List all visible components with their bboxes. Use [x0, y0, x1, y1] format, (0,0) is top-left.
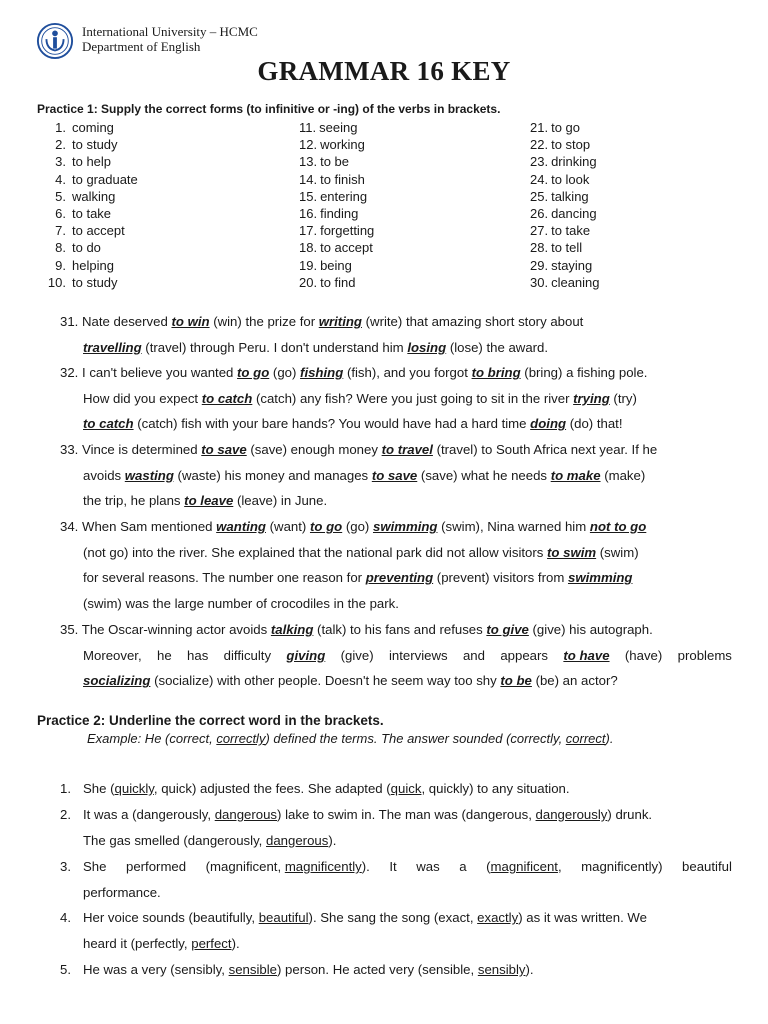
- department-name: Department of English: [82, 39, 201, 54]
- item-answer: to help: [72, 154, 112, 170]
- answer-list-item: [530, 239, 760, 256]
- item-answer: to graduate: [72, 171, 138, 187]
- item-answer: to find: [320, 274, 356, 290]
- answer-list-item: [44, 274, 274, 291]
- item-number: 20.: [299, 274, 318, 290]
- item-number: 26.: [530, 205, 549, 221]
- item-answer: staying: [551, 257, 593, 273]
- answer: sensible: [228, 962, 277, 977]
- item-number: 29.: [530, 257, 549, 273]
- item-number: 18.: [299, 240, 318, 256]
- answer: swimming: [567, 570, 633, 586]
- answer: quick: [390, 781, 422, 796]
- answer-column-2: [299, 119, 529, 291]
- exercise-line: 2. It was a (dangerously, dangerous) lake to swim in. The man was (dangerous, dangerously) drunk.: [60, 807, 653, 822]
- item-number: 5.: [55, 188, 66, 204]
- answer: wanting: [216, 519, 266, 534]
- answer-list-item: [299, 257, 529, 274]
- item-answer: to take: [551, 223, 591, 239]
- item-number: 15.: [299, 188, 318, 204]
- answer: dangerous: [266, 832, 329, 848]
- answer-list-item: [530, 257, 760, 274]
- answer: to catch: [201, 390, 253, 406]
- answer: exactly: [477, 910, 519, 925]
- header-institution: [82, 24, 258, 54]
- answer: to save: [371, 467, 418, 483]
- answer: to give: [486, 622, 529, 637]
- item-answer: helping: [72, 257, 114, 273]
- answer: to swim: [547, 544, 597, 560]
- answer: talking: [270, 622, 314, 637]
- item-answer: to stop: [551, 137, 591, 153]
- answer: losing: [407, 339, 447, 355]
- answer: not to go: [589, 519, 647, 534]
- answer: writing: [318, 314, 362, 329]
- exercise-35: [60, 617, 732, 694]
- exercise-line: heard it (perfectly, perfect).: [83, 935, 240, 951]
- exercise-line: How did you expect to catch (catch) any fish? Were you just going to sit in the river trying (try): [83, 390, 637, 406]
- exercise-line: avoids wasting (waste) his money and manages to save (save) what he needs to make (make): [83, 467, 646, 483]
- item-answer: to take: [72, 205, 112, 221]
- practice2-item-2: [60, 802, 732, 854]
- answer-list-item: [44, 222, 274, 239]
- answer: to bring: [471, 365, 521, 380]
- answer-list-item: [44, 119, 274, 136]
- item-answer: to tell: [551, 240, 583, 256]
- item-number: 1.: [55, 120, 66, 135]
- answer-list-item: [299, 171, 529, 188]
- item-number: 3.: [55, 154, 66, 170]
- exercise-line: 3. She performed (magnificent, magnificently). It was a (magnificent, magnificently) beautiful: [60, 859, 732, 874]
- item-answer: entering: [320, 188, 368, 204]
- answer: to win: [171, 314, 210, 329]
- exercise-line: 31. Nate deserved to win (win) the prize for writing (write) that amazing short story about: [60, 314, 584, 329]
- exercise-line: for several reasons. The number one reason for preventing (prevent) visitors from swimming: [83, 570, 633, 586]
- answer: dangerously: [535, 807, 608, 822]
- answer-list-item: [299, 153, 529, 170]
- answer: fishing: [300, 365, 344, 380]
- answer-list-item: [299, 205, 529, 222]
- answer-list-item: [530, 119, 760, 136]
- answer: to save: [201, 442, 247, 457]
- answer: to be: [500, 673, 532, 689]
- item-answer: to be: [320, 154, 349, 170]
- exercise-line: 4. Her voice sounds (beautifully, beautiful). She sang the song (exact, exactly) as it was written. We: [60, 910, 647, 925]
- item-answer: to study: [72, 274, 118, 290]
- exercise-line: 5. He was a very (sensibly, sensible) person. He acted very (sensible, sensibly).: [60, 962, 534, 977]
- exercise-line: (swim) was the large number of crocodiles in the park.: [83, 596, 399, 612]
- item-number: 6.: [55, 205, 66, 221]
- item-answer: finding: [320, 205, 359, 221]
- item-answer: working: [320, 137, 365, 153]
- answer-list-item: [44, 205, 274, 222]
- item-answer: to accept: [320, 240, 373, 256]
- answer-list-item: [530, 205, 760, 222]
- item-answer: to look: [551, 171, 590, 187]
- item-answer: talking: [551, 188, 589, 204]
- answer: swimming: [372, 519, 438, 534]
- exercise-line: travelling (travel) through Peru. I don't understand him losing (lose) the award.: [83, 339, 549, 355]
- exercise-line: Moreover, he has difficulty giving (give) interviews and appears to have (have) problems: [60, 643, 732, 669]
- answer-list-item: [44, 239, 274, 256]
- exercise-31: [60, 309, 732, 360]
- item-number: 14.: [299, 171, 318, 187]
- item-number: 4.: [55, 171, 66, 187]
- item-answer: dancing: [551, 205, 597, 221]
- answer-list-item: [299, 136, 529, 153]
- exercise-line: (not go) into the river. She explained that the national park did not allow visitors to swim (swim): [83, 544, 639, 560]
- item-answer: to go: [551, 120, 580, 135]
- exercise-34: [60, 514, 732, 617]
- exercise-line: 33. Vince is determined to save (save) enough money to travel (travel) to South Africa next year. If he: [60, 442, 658, 457]
- answer-list-item: [44, 136, 274, 153]
- item-number: 9.: [55, 257, 66, 273]
- exercise-line: 34. When Sam mentioned wanting (want) to go (go) swimming (swim), Nina warned him not to go: [60, 519, 647, 534]
- answer: to catch: [83, 416, 134, 432]
- exercise-line: to catch (catch) fish with your bare hands? You would have had a hard time doing (do) that!: [83, 416, 623, 432]
- item-answer: to do: [72, 240, 101, 256]
- item-answer: to study: [72, 137, 118, 153]
- answer-list-item: [44, 257, 274, 274]
- university-logo-icon: [36, 22, 74, 60]
- practice2-example: Example: He (correct, correctly) defined the terms. The answer sounded (correctly, correct).: [87, 731, 614, 746]
- answer-list-item: [299, 239, 529, 256]
- item-number: 25.: [530, 188, 549, 204]
- answer: wasting: [124, 467, 174, 483]
- answer: preventing: [365, 570, 434, 586]
- answer-list-item: [530, 274, 760, 291]
- exercise-line: performance.: [83, 884, 161, 900]
- answer: to have: [563, 647, 610, 663]
- item-number: 16.: [299, 205, 318, 221]
- answer: quickly: [114, 781, 154, 796]
- practice1-heading: Practice 1: Supply the correct forms (to infinitive or -ing) of the verbs in brackets.: [37, 102, 501, 116]
- answer-list-item: [299, 274, 529, 291]
- answer-list-item: [530, 188, 760, 205]
- answer: trying: [573, 390, 610, 406]
- practice2-item-3: [60, 854, 732, 906]
- item-number: 23.: [530, 154, 549, 170]
- exercise-32: [60, 360, 732, 437]
- exercise-line: the trip, he plans to leave (leave) in June.: [83, 493, 328, 509]
- item-number: 30.: [530, 274, 549, 290]
- practice2-item-4: [60, 905, 732, 957]
- item-answer: forgetting: [320, 223, 375, 239]
- answer-list-item: [530, 222, 760, 239]
- item-number: 11.: [299, 120, 317, 135]
- practice2-item-5: [60, 957, 732, 983]
- item-number: 17.: [299, 223, 318, 239]
- exercise-line: 1. She (quickly, quick) adjusted the fees. She adapted (quick, quickly) to any situation.: [60, 781, 570, 796]
- answer-list-item: [44, 153, 274, 170]
- answer: beautiful: [258, 910, 309, 925]
- item-answer: walking: [72, 188, 116, 204]
- practice2-item-1: [60, 776, 732, 802]
- item-number: 8.: [55, 240, 66, 256]
- exercise-line: The gas smelled (dangerously, dangerous).: [83, 832, 337, 848]
- exercise-33: [60, 437, 732, 514]
- item-answer: drinking: [551, 154, 597, 170]
- university-name: International University – HCMC: [82, 24, 258, 39]
- item-number: 19.: [299, 257, 318, 273]
- item-number: 7.: [55, 223, 66, 239]
- item-number: 2.: [55, 137, 66, 153]
- answer-list-item: [44, 188, 274, 205]
- item-number: 28.: [530, 240, 549, 256]
- item-number: 13.: [299, 154, 318, 170]
- answer: doing: [530, 416, 567, 432]
- answer: perfect: [191, 935, 232, 951]
- item-answer: cleaning: [551, 274, 600, 290]
- answer-column-3: [530, 119, 760, 291]
- answer: travelling: [83, 339, 142, 355]
- answer-list-item: [530, 136, 760, 153]
- item-answer: coming: [72, 120, 114, 135]
- answer: to go: [237, 365, 270, 380]
- answer: sensibly: [477, 962, 526, 977]
- answer: dangerous: [214, 807, 278, 822]
- exercise-line: 32. I can't believe you wanted to go (go) fishing (fish), and you forgot to bring (bring) a fishing pole.: [60, 365, 648, 380]
- answer: to leave: [184, 493, 234, 509]
- answer: giving: [286, 647, 326, 663]
- item-answer: to accept: [72, 223, 125, 239]
- item-number: 10.: [47, 274, 66, 290]
- item-number: 21.: [530, 120, 549, 135]
- answer: to make: [550, 467, 601, 483]
- item-answer: being: [320, 257, 352, 273]
- answer-list-item: [299, 188, 529, 205]
- item-answer: to finish: [320, 171, 365, 187]
- answer-list-item: [530, 153, 760, 170]
- answer: to travel: [381, 442, 433, 457]
- item-number: 12.: [299, 137, 318, 153]
- item-answer: seeing: [319, 120, 358, 135]
- practice2-heading: Practice 2: Underline the correct word in the brackets.: [37, 713, 384, 728]
- answer-list-item: [44, 171, 274, 188]
- answer: magnificently: [284, 859, 362, 874]
- answer: magnificent: [490, 859, 558, 874]
- answer-list-item: [299, 119, 529, 136]
- answer: socializing: [83, 673, 151, 689]
- item-number: 27.: [530, 223, 549, 239]
- item-number: 22.: [530, 137, 549, 153]
- exercise-line: 35. The Oscar-winning actor avoids talking (talk) to his fans and refuses to give (give) his autograph.: [60, 622, 653, 637]
- exercise-line: socializing (socialize) with other people. Doesn't he seem way too shy to be (be) an actor?: [83, 673, 618, 689]
- page-title: GRAMMAR 16 KEY: [257, 56, 511, 86]
- answer-column-1: [44, 119, 274, 291]
- answer: to go: [309, 519, 343, 534]
- answer-list-item: [530, 171, 760, 188]
- item-number: 24.: [530, 171, 549, 187]
- answer-list-item: [299, 222, 529, 239]
